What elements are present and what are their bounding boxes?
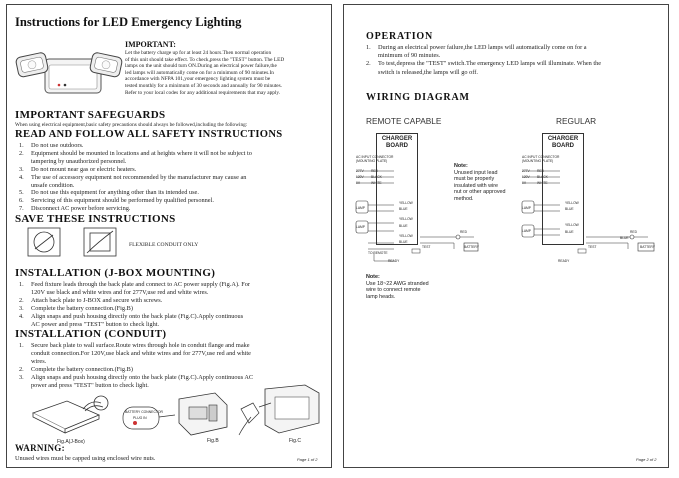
voltage-labels: 277V 120V 0V — [522, 169, 530, 185]
remote-capable-title: REMOTE CAPABLE — [366, 116, 442, 126]
fig-a-illustration — [27, 393, 117, 439]
safeguards-subtitle: When using electrical equipment,basic safety precautions should always be followed,including the following: — [15, 122, 248, 128]
lead-labels: YELLOW BLUE YELLOW BLUE — [565, 201, 579, 234]
warning-heading: WARNING: — [15, 443, 65, 453]
page-title: Instructions for LED Emergency Lighting — [15, 15, 242, 29]
list-item: 1. Feed fixture leads through the back plate and connect to AC power supply (Fig.A). For — [19, 281, 250, 288]
save-instructions-heading: SAVE THESE INSTRUCTIONS — [15, 213, 176, 225]
page-number: Page 1 of 2 — [297, 457, 318, 462]
list-item: 7. Disconnect AC power before servicing. — [19, 205, 131, 213]
ready-label: READY — [388, 259, 400, 263]
blue-label: BLUE — [620, 236, 629, 240]
lamp-label: LAMP — [522, 229, 531, 233]
red-label: RED — [460, 230, 467, 234]
emergency-light-image — [15, 41, 123, 105]
instruction-page-1 — [6, 4, 332, 468]
list-item: 4. Align snaps and push housing directly onto the back plate (Fig.C).Apply continuous — [19, 312, 244, 320]
ac-input-label: AC INPUT CONNECTOR (MOUNTING PLATE) — [356, 155, 394, 163]
important-text — [125, 50, 329, 96]
list-item: 2. Complete the battery connection.(Fig.B) — [19, 365, 133, 373]
charger-board-label: CHARGER BOARD — [547, 136, 579, 149]
lamp-label: LAMP — [356, 206, 365, 210]
list-item: unsafe condition. — [31, 181, 75, 189]
important-line: Let the battery charge up for at least 24 hours.Then normal operation — [125, 50, 272, 56]
warning-text: Unused wires must be capped using enclosed wire nuts. — [15, 455, 156, 462]
wiring-heading: WIRING DIAGRAM — [366, 92, 470, 103]
operation-heading: OPERATION — [366, 31, 434, 42]
battery-connector-label: BATTERY CONNECTOR — [125, 410, 163, 414]
safety-list — [19, 142, 325, 213]
list-item: conduit connection.For 120V,use black and white wires and for 277V,use red and white — [31, 349, 251, 357]
awg-note: Note: Use 18~22 AWG stranded wire to connect remote lamp heads. — [366, 274, 429, 300]
list-item: 3. Align snaps and push housing directly onto the back plate (Fig.C).Apply continuous AC — [19, 373, 254, 381]
voltage-labels: 277V 120V 0V — [356, 169, 364, 185]
fig-c-caption: Fig.C — [289, 438, 301, 444]
unused-lead-note: Note: Unused input lead must be properly insulated with wire nut or other approved method. — [454, 163, 506, 202]
ready-label: READY — [558, 259, 570, 263]
important-line: Refer to your local codes for any additional requirements that may apply. — [125, 89, 280, 96]
list-item: 1. Secure back plate to wall surface.Route wires through hole in conduit flange and make — [19, 342, 250, 349]
list-item: 1. Do not use outdoors. — [19, 142, 84, 149]
list-item: switch is released,the lamps will go off. — [378, 68, 478, 76]
list-item: wires. — [31, 357, 47, 365]
instruction-page-2 — [343, 4, 669, 468]
important-line: of this unit should take effect. To check,press the "TEST" button. The LED — [125, 56, 285, 63]
list-item: AC power and press "TEST" button to check light. — [31, 320, 160, 328]
conduit-icon-round — [27, 227, 61, 257]
fig-c-illustration — [235, 383, 325, 437]
important-heading: IMPORTANT: — [125, 40, 176, 49]
list-item: 6. Servicing of this equipment should be performed by qualified personnel. — [19, 197, 214, 205]
conduit-icon-square — [83, 227, 117, 257]
list-item: 5. Do not use this equipment for anything other than its intended use. — [19, 189, 199, 197]
lamp-label: LAMP — [522, 206, 531, 210]
list-item: 2. To test,depress the "TEST" switch.The emergency LED lamps will illuminate. When the — [366, 60, 602, 68]
read-follow-heading: READ AND FOLLOW ALL SAFETY INSTRUCTIONS — [15, 129, 283, 140]
jbox-heading: INSTALLATION (J-BOX MOUNTING) — [15, 267, 216, 279]
red-label: RED — [630, 230, 637, 234]
safeguards-heading: IMPORTANT SAFEGUARDS — [15, 109, 166, 121]
jbox-list — [19, 281, 325, 328]
list-item: 3. Do not mount near gas or electric heaters. — [19, 165, 137, 173]
test-label: TEST — [422, 245, 431, 249]
plug-in-label: PLUG IN — [133, 416, 147, 420]
list-item: 120V use black and white wires and for 277V,use red and white wires. — [31, 288, 209, 296]
regular-wiring-lines — [520, 165, 660, 275]
list-item: 1. During an electrical power failure,the LED lamps will automatically come on for a — [366, 44, 587, 51]
test-label: TEST — [588, 245, 597, 249]
list-item: 2. Equipment should be mounted in locations and at heights where it will not be subject to — [19, 149, 252, 157]
wire-labels: RED BLACK WHITE — [537, 169, 548, 185]
list-item: minimum of 90 minutes. — [378, 52, 441, 60]
important-line: lamps on the unit should turn ON.During an electrical power failure,the — [125, 63, 277, 70]
list-item: power and press "TEST" button to check light. — [31, 381, 149, 389]
battery-label: BATTERY — [464, 245, 479, 249]
ac-input-label: AC INPUT CONNECTOR (MOUNTING PLATE) — [522, 155, 560, 163]
important-line: accordance with NFPA 101,your emergency lighting system must be — [125, 76, 271, 83]
battery-label: BATTERY — [640, 245, 655, 249]
fig-b-caption: Fig.B — [207, 438, 219, 444]
conduit-label: FLEXIBLE CONDUIT ONLY — [129, 242, 199, 248]
wire-labels: RED BLACK WHITE — [371, 169, 382, 185]
lead-labels: YELLOW BLUE YELLOW BLUE YELLOW BLUE — [399, 201, 413, 245]
charger-board-label: CHARGER BOARD — [381, 136, 413, 149]
list-item: 2. Attach back plate to J-BOX and secure with screws. — [19, 296, 163, 304]
list-item: 4. The use of accessory equipment not recommended by the manufacturer may cause an — [19, 173, 247, 181]
list-item: 3. Complete the battery connection.(Fig.B) — [19, 304, 133, 312]
to-remote-label: TO REMOTE — [368, 251, 388, 255]
important-line: tested monthly for a minimum of 30 seconds and annually for 90 minutes. — [125, 82, 282, 89]
conduit-install-heading: INSTALLATION (CONDUIT) — [15, 328, 167, 340]
lamp-label: LAMP — [356, 225, 365, 229]
important-line: led lamps will automatically come on for a minimum of 90 minutes.In — [125, 69, 274, 76]
fig-a-caption: Fig.A(J-Box) — [57, 439, 85, 445]
regular-title: REGULAR — [556, 116, 597, 126]
operation-list — [366, 44, 666, 77]
page-number: Page 2 of 2 — [636, 457, 657, 462]
list-item: tampering by unauthorized personnel. — [31, 157, 127, 165]
